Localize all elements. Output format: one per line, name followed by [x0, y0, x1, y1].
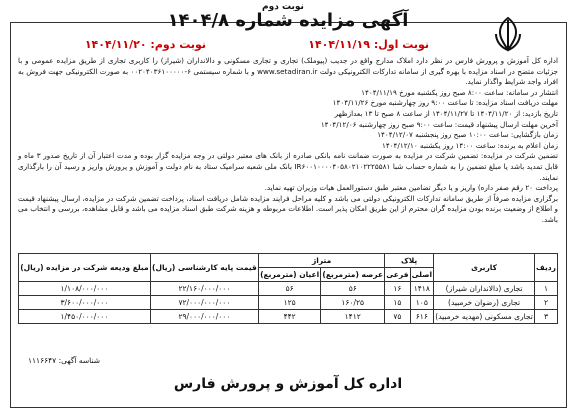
th-plaque-main: اصلی — [410, 268, 434, 282]
table-row — [19, 310, 558, 324]
cell-build: ۱۲۵ — [259, 296, 321, 310]
first-turn-date: نوبت اول: ۱۴۰۴/۱۱/۱۹ — [308, 38, 429, 51]
cell-price: ۲۲/۱۶۰/۰۰۰/۰۰۰ — [150, 282, 258, 296]
cell-main: ۱۴۱۸ — [410, 282, 434, 296]
turn-label: نوبت دوم — [262, 2, 304, 12]
line-deadline: آخرین مهلت ارسال پیشنهاد قیمت: ساعت ۹:۰۰ صبح روز چهارشنبه ۱۴۰۴/۱۲/۰۶ — [320, 119, 558, 129]
deposit-text: تضمین شرکت در مزایده: تضمین شرکت در مزایده به صورت ضمانت نامه بانکی صادره از بانک های معتبر دولتی در وجه مزایده گزار بوده و مدت اعتبار آن از تاریخ صدور ۳ ماه و قابل تمدید باشد یا مبلغ تضمین را به شماره حساب شبا IR۶۰۰۱۰۰۰۰۴۰۵۸۰۲۱۰۲۲۲۵۵۸۱ بانک ملی شعبه سرامیک ستاد به نام دولت و آموزش و پرورش واریز و رسید آن را بارگذاری نمایند. — [18, 151, 558, 182]
cell-build: ۴۴۲ — [259, 310, 321, 324]
cell-deposit: ۳/۶۰۰/۰۰۰/۰۰۰ — [19, 296, 151, 310]
line-announce: زمان اعلام به برنده: ساعت ۱۴:۰۰ روز یکشنبه ۱۴۰۴/۱۲/۱۰ — [381, 140, 558, 150]
auction-table — [18, 253, 558, 324]
line-opening: زمان بازگشایی: ساعت ۱۰:۰۰ صبح روز پنجشنبه ۱۴۰۴/۱۲/۰۷ — [377, 130, 558, 140]
cell-main: ۶۱۶ — [410, 310, 434, 324]
cell-main: ۱۰۵ — [410, 296, 434, 310]
ad-title: آگهی مزایده شماره ۱۴۰۴/۸ — [167, 10, 409, 31]
note-text: برگزاری مزایده صرفاً از طریق سامانه تدارکات الکترونیکی دولتی می باشد و کلیه مراحل فرایند مزایده شامل دریافت اسناد، پرداخت تضمین شرکت در مزایده، ارسال پیشنهاد قیمت و اطلاع از وضعیت برنده بودن مزایده گران محترم از این طریق امکان پذیر است. اطلاعات مربوطه و هزینه شرکت طبق اسناد مزایده می باشد و قابل مشاهده، بررسی و انتخاب می باشد. — [18, 193, 558, 224]
cell-use: تجاری مسکونی (مهدیه خرمبید) — [434, 310, 535, 324]
ad-id: شناسه آگهی: ۱۱۱۶۶۴۷ — [28, 356, 100, 365]
cell-use: تجاری (دالانداران شیراز) — [434, 282, 535, 296]
line-publish: انتشار در سامانه: ساعت ۸:۰۰ صبح روز یکشنبه مورخ ۱۴۰۴/۱۱/۱۹ — [361, 87, 558, 97]
cell-price: ۲۹/۰۰۰/۰۰۰/۰۰۰ — [150, 310, 258, 324]
ad-body — [18, 56, 558, 226]
line-visit: تاریخ بازدید: از ۱۴۰۴/۱۱/۲۰ تا ۱۴۰۴/۱۱/۲۷ از ساعت ۸ صبح تا ۱۳ بعدازظهر — [334, 108, 558, 118]
cell-deposit: ۱/۱۰۸/۰۰۰/۰۰۰ — [19, 282, 151, 296]
cell-sub: ۷۵ — [385, 310, 410, 324]
cell-land: ۱۶۰/۲۵ — [321, 296, 385, 310]
cell-n: ۲ — [535, 296, 558, 310]
table-row — [19, 296, 558, 310]
th-build: اعیان (مترمربع) — [259, 268, 321, 282]
table-row — [19, 282, 558, 296]
th-deposit: مبلغ ودیعه شرکت در مزایده (ریال) — [19, 254, 151, 282]
th-use: کاربری — [434, 254, 535, 282]
cell-sub: ۱۶ — [385, 282, 410, 296]
cell-land: ۱۴۱۲ — [321, 310, 385, 324]
th-plaque-sub: فرعی — [385, 268, 410, 282]
second-turn-date: نوبت دوم: ۱۴۰۴/۱۱/۲۰ — [84, 38, 206, 51]
fine-text: پرداخت ۲۰ رقم صفر داره) واریز و یا دیگر تضامین معتبر طبق دستورالعمل هیات وزیران تهیه نماید. — [264, 183, 558, 193]
cell-use: تجاری (رضوان خرمبید) — [434, 296, 535, 310]
cell-sub: ۱۵ — [385, 296, 410, 310]
cell-n: ۳ — [535, 310, 558, 324]
th-plaque: پلاک — [385, 254, 434, 268]
intro-text: اداره کل آموزش و پرورش فارس در نظر دارد املاک مدارج واقع در جدیب (پیوملک) تجاری و تجاری مسکونی و دالانداران (شیراز) را کاربری تجاری از طریق مزایده عمومی و با جزئیات متضح در اسناد مزایده با بهره گیری از سامانه تدارکات الکترونیکی دولت www.setadiran.ir و با شماره سیستمی ۶-۰۰۲۰۴۰۳۶۱۰۰۰۰۰ به صورت الکترونیکی جهت فروش به افراد واجد شرایط واگذار نماید. — [18, 56, 559, 87]
cell-build: ۵۶ — [259, 282, 321, 296]
th-area: متراژ — [259, 254, 385, 268]
cell-deposit: ۱/۴۵۰/۰۰۰/۰۰۰ — [19, 310, 151, 324]
cell-land: ۵۶ — [321, 282, 385, 296]
cell-n: ۱ — [535, 282, 558, 296]
emblem-icon — [488, 14, 528, 54]
org-name: اداره کل آموزش و پرورش فارس — [173, 376, 403, 392]
th-land: عرصه (مترمربع) — [321, 268, 385, 282]
th-row: ردیف — [535, 254, 558, 282]
line-receive: مهلت دریافت اسناد مزایده: تا ساعت ۹:۰۰ روز چهارشنبه مورخ ۱۴۰۴/۱۱/۲۶ — [332, 98, 558, 108]
th-price: قیمت پایه کارشناسی (ریال) — [150, 254, 258, 282]
cell-price: ۷۲/۰۰۰/۰۰۰/۰۰۰ — [150, 296, 258, 310]
